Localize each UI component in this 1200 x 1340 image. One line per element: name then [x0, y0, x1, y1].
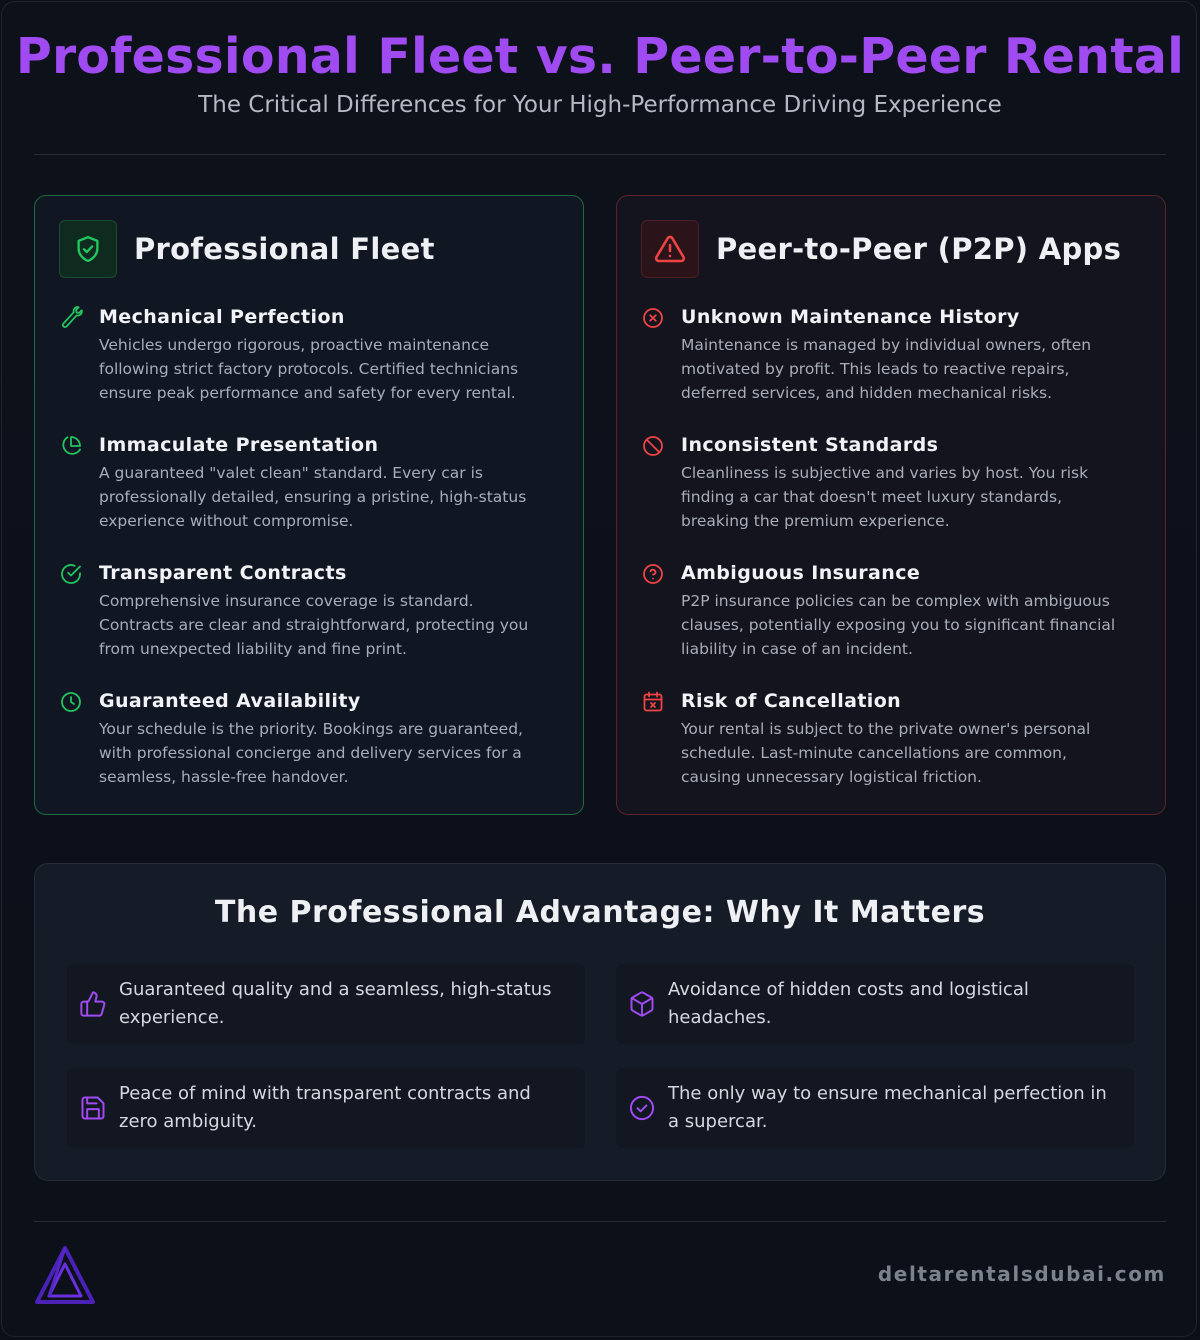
- item-title: Ambiguous Insurance: [681, 562, 921, 584]
- list-item: [641, 303, 1149, 431]
- page-subtitle: The Critical Differences for Your High-Performance Driving Experience: [198, 92, 1002, 118]
- list-item: [59, 559, 567, 687]
- professional-fleet-card: [34, 195, 584, 815]
- delta-logo-icon: [34, 1244, 96, 1308]
- advantage-panel: [34, 863, 1166, 1181]
- list-item: [59, 687, 567, 815]
- card-title: Peer-to-Peer (P2P) Apps: [716, 232, 1122, 266]
- warning-triangle-icon: [641, 220, 699, 278]
- question-circle-icon: [641, 562, 665, 586]
- list-item: [59, 303, 567, 431]
- ban-icon: [641, 434, 665, 458]
- advantage-text: Peace of mind with transparent contracts and zero ambiguity.: [119, 1083, 531, 1132]
- item-title: Unknown Maintenance History: [681, 306, 1020, 328]
- item-description: P2P insurance policies can be complex with ambiguous clauses, potentially exposing you to significant financial liability in case of an incident.: [681, 592, 1116, 658]
- list-item: [641, 687, 1149, 815]
- advantage-text: Guaranteed quality and a seamless, high-status experience.: [119, 979, 552, 1028]
- pie-chart-icon: [59, 434, 83, 458]
- list-item: [641, 559, 1149, 687]
- item-title: Immaculate Presentation: [99, 434, 379, 456]
- x-circle-icon: [641, 306, 665, 330]
- item-title: Mechanical Perfection: [99, 306, 345, 328]
- page-title: Professional Fleet vs. Peer-to-Peer Rental: [15, 28, 1185, 85]
- list-item: [59, 431, 567, 559]
- advantage-tile: [616, 1068, 1134, 1148]
- item-description: Comprehensive insurance coverage is standard. Contracts are clear and straightforward, protecting you from unexpected liability and fine print.: [99, 592, 529, 658]
- item-title: Inconsistent Standards: [681, 434, 939, 456]
- thumbs-up-icon: [79, 990, 107, 1018]
- clock-icon: [59, 690, 83, 714]
- save-icon: [79, 1094, 107, 1122]
- calendar-x-icon: [641, 690, 665, 714]
- item-description: A guaranteed "valet clean" standard. Every car is professionally detailed, ensuring a pristine, high-status experience without compromise.: [99, 464, 527, 530]
- divider: [34, 154, 1166, 155]
- website-link[interactable]: deltarentalsdubai.com: [877, 1262, 1166, 1286]
- card-header: [59, 220, 435, 278]
- item-description: Maintenance is managed by individual owners, often motivated by profit. This leads to reactive repairs, deferred services, and hidden mechanical risks.: [681, 336, 1092, 402]
- check-circle-icon: [628, 1094, 656, 1122]
- item-description: Vehicles undergo rigorous, proactive maintenance following strict factory protocols. Certified technicians ensure peak performance and safety for every rental.: [99, 336, 519, 402]
- item-description: Cleanliness is subjective and varies by host. You risk finding a car that doesn't meet luxury standards, breaking the premium experience.: [681, 464, 1089, 530]
- item-title: Transparent Contracts: [99, 562, 347, 584]
- wrench-icon: [59, 306, 83, 330]
- advantage-title: The Professional Advantage: Why It Matters: [214, 895, 986, 930]
- item-description: Your schedule is the priority. Bookings are guaranteed, with professional concierge and delivery services for a seamless, hassle-free handover.: [99, 720, 523, 786]
- card-title: Professional Fleet: [134, 232, 435, 266]
- item-title: Guaranteed Availability: [99, 690, 361, 712]
- advantage-tile: [67, 964, 585, 1044]
- shield-check-icon: [59, 220, 117, 278]
- item-description: Your rental is subject to the private owner's personal schedule. Last-minute cancellations are common, causing unnecessary logistical friction.: [681, 720, 1091, 786]
- footer-divider: [34, 1221, 1166, 1222]
- advantage-text: Avoidance of hidden costs and logistical headaches.: [668, 979, 1029, 1028]
- card-header: [641, 220, 1121, 278]
- advantage-tile: [67, 1068, 585, 1148]
- advantage-text: The only way to ensure mechanical perfection in a supercar.: [668, 1083, 1107, 1132]
- list-item: [641, 431, 1149, 559]
- item-title: Risk of Cancellation: [681, 690, 902, 712]
- box-icon: [628, 990, 656, 1018]
- check-circle-icon: [59, 562, 83, 586]
- p2p-apps-card: [616, 195, 1166, 815]
- hero: [0, 26, 1200, 120]
- advantage-tile: [616, 964, 1134, 1044]
